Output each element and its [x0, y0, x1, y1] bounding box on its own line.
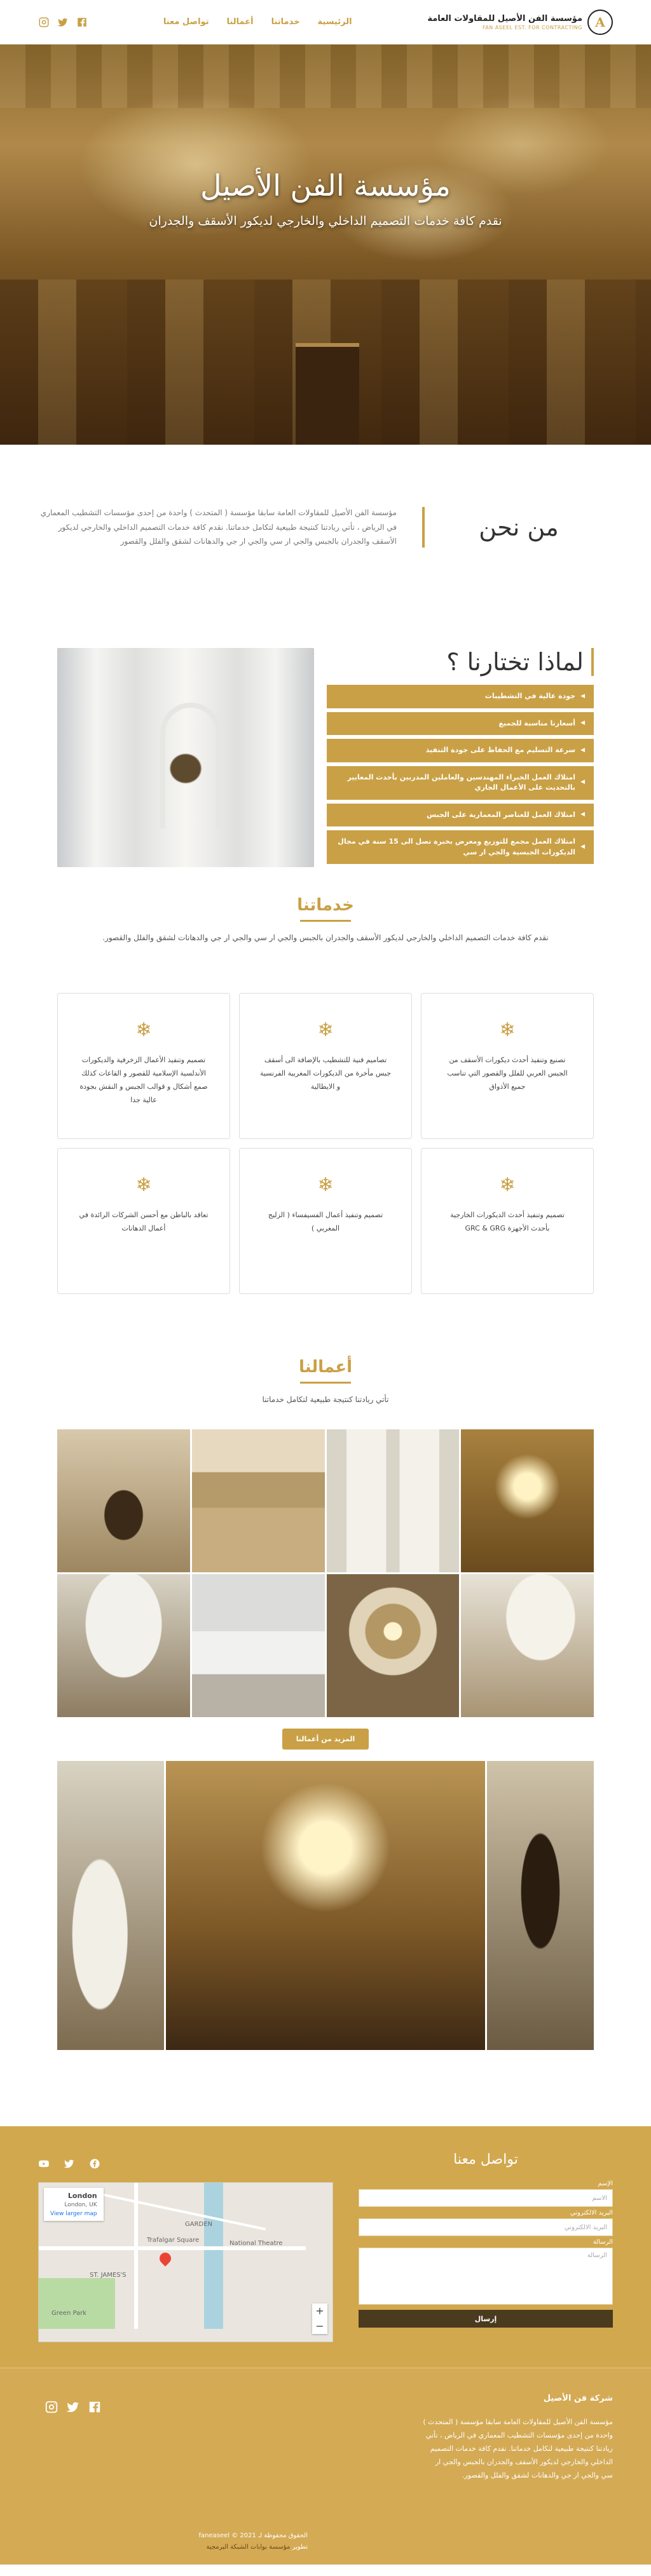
why-item: [327, 766, 594, 800]
snowflake-icon: ❄: [135, 1019, 152, 1041]
about-title: من نحن: [422, 507, 613, 548]
map-place-card: [44, 2188, 104, 2221]
main-menu: [163, 17, 352, 27]
facebook-icon[interactable]: [88, 2400, 102, 2414]
footer-title: شركة فن الأصيل: [543, 2394, 613, 2403]
services-section: [0, 877, 651, 1332]
map-place-name: London: [67, 2192, 97, 2200]
menu-works[interactable]: أعمالنا: [226, 17, 254, 27]
twitter-icon[interactable]: [64, 2158, 75, 2169]
send-button[interactable]: إرسال: [359, 2310, 613, 2328]
gallery-image[interactable]: [327, 1429, 460, 1572]
services-title: خدماتنا: [297, 896, 354, 915]
why-us-section: [0, 610, 651, 877]
service-card: [239, 1148, 412, 1294]
google-map[interactable]: [38, 2182, 333, 2342]
why-us-list: [327, 648, 594, 868]
youtube-icon[interactable]: [38, 2158, 50, 2169]
facebook-icon[interactable]: [89, 2158, 100, 2169]
twitter-icon[interactable]: [66, 2400, 80, 2414]
copyright-text: الحقوق محفوظة لـ 2021 © faneaseel: [198, 2532, 308, 2539]
zoom-in-button[interactable]: +: [315, 2305, 324, 2317]
menu-services[interactable]: خدماتنا: [271, 17, 300, 27]
name-label: الإسم: [598, 2180, 613, 2187]
zoom-out-button[interactable]: −: [315, 2320, 324, 2332]
map-label: Trafalgar Square: [147, 2237, 200, 2244]
service-card: [57, 1148, 230, 1294]
map-larger-link[interactable]: View larger map: [50, 2211, 97, 2217]
map-road: [134, 2183, 138, 2329]
gallery-image[interactable]: [461, 1574, 594, 1717]
brand-text: [427, 14, 582, 30]
service-card: [239, 993, 412, 1139]
contact-form: [359, 2152, 613, 2342]
about-text: مؤسسة الفن الأصيل للمقاولات العامة سابقا مؤسسة ( المتحدث ) واحدة من إحدى مؤسسات التشطيب المعماري في الرياض ، تأتي ريادتنا كنتيجة طبيعية لتكامل خدماتنا. نقدم كافة خدمات التصميم الداخلي والخارجي لديكور الأسقف والجدران بالجبس والجي ار سي والجي ار جي والدهانات لشقق والفلل والقصور: [40, 508, 397, 546]
map-label: National Theatre: [230, 2240, 283, 2247]
why-item-label: امتلاك العمل مجمع للتوزيع ومعرض بخبرة تصل الى 15 سنة في مجال الديكورات الجبسية والجي ار سي: [338, 837, 576, 856]
top-navbar: [0, 0, 651, 44]
why-item: [327, 712, 594, 736]
email-label: البريد الالكتروني: [570, 2209, 613, 2216]
map-label: GARDEN: [185, 2221, 213, 2228]
contact-section: [0, 2126, 651, 2368]
chevron-left-icon: ◀: [580, 843, 585, 850]
title-underline: [300, 1382, 351, 1384]
services-subtitle: نقدم كافة خدمات التصميم الداخلي والخارجي لديكور الأسقف والجدران بالجبس والجي ار سي والجي ار جي والدهانات لشقق والفلل والقصور.: [102, 933, 549, 942]
design-credit-link[interactable]: مؤسسة بوابات الشبكة البرمجية: [206, 2544, 291, 2551]
snowflake-icon: ❄: [499, 1019, 516, 1041]
brand-name-ar: مؤسسة الفن الأصيل للمقاولات العامة: [427, 13, 582, 24]
chevron-left-icon: ◀: [580, 692, 585, 699]
slider-image[interactable]: [166, 1761, 485, 2050]
gallery-image[interactable]: [192, 1574, 325, 1717]
map-label: Green Park: [51, 2310, 87, 2317]
gallery-image[interactable]: [57, 1574, 190, 1717]
snowflake-icon: ❄: [499, 1174, 516, 1196]
service-card: [57, 993, 230, 1139]
brand[interactable]: [427, 10, 613, 35]
hero-door-decor: [296, 343, 359, 445]
works-gallery: [57, 1429, 594, 1717]
snowflake-icon: ❄: [317, 1174, 334, 1196]
chevron-left-icon: ◀: [580, 779, 585, 786]
gallery-image[interactable]: [57, 1429, 190, 1572]
twitter-icon[interactable]: [57, 17, 69, 28]
chevron-left-icon: ◀: [580, 811, 585, 818]
brand-name-en: FAN ASEEL EST. FOR CONTRACTING: [482, 24, 582, 30]
why-item: [327, 685, 594, 708]
about-section: [0, 445, 651, 610]
chevron-left-icon: ◀: [580, 720, 585, 726]
message-textarea[interactable]: الرسالة: [359, 2248, 613, 2305]
nav-socials: [38, 17, 88, 28]
why-us-image: [57, 648, 314, 867]
more-works-button[interactable]: المزيد من أعمالنا: [282, 1729, 369, 1750]
name-input[interactable]: الاسم: [359, 2189, 613, 2207]
copyright: [198, 2530, 308, 2553]
design-prefix: تطوير: [292, 2544, 308, 2551]
why-item: [327, 804, 594, 827]
service-card: [421, 1148, 594, 1294]
why-item-label: امتلاك العمل الخبراء المهندسين والعاملين المدربين بأحدث المعايير بالتحديث على الأعمال الجاري: [347, 772, 576, 792]
instagram-icon[interactable]: [38, 17, 50, 28]
menu-home[interactable]: الرئيسية: [317, 17, 352, 27]
works-section: [0, 1332, 651, 2126]
service-text: تصميم وتنفيذ أحدث الديكورات الخارجية بأحدث الأجهزة GRC & GRG: [450, 1211, 565, 1232]
why-item: [327, 739, 594, 762]
map-river: [204, 2183, 223, 2329]
service-card: [421, 993, 594, 1139]
hero-text: [0, 168, 651, 228]
footer-row: [38, 2394, 613, 2482]
gallery-image[interactable]: [327, 1574, 460, 1717]
menu-contact[interactable]: تواصل معنا: [163, 17, 209, 27]
snowflake-icon: ❄: [135, 1174, 152, 1196]
map-column: [38, 2152, 333, 2342]
map-road: [79, 2188, 266, 2230]
services-grid: [57, 993, 594, 1294]
why-item-label: أسعارنا مناسبة للجميع: [498, 718, 576, 727]
why-item: [327, 830, 594, 864]
design-credit-line: [198, 2542, 308, 2553]
hero-title: مؤسسة الفن الأصيل: [200, 168, 451, 203]
service-text: تصميم وتنفيذ الأعمال الزخرفية والديكورات الأندلسية الإسلامية للقصور و القاعات كذلك صمع أشكال و قوالب الجبس و النقش بجودة عالية جدا: [79, 1056, 208, 1104]
hero-subtitle: نقدم كافة خدمات التصميم الداخلي والخارجي لديكور الأسقف والجدران: [149, 214, 502, 228]
works-slider: [57, 1761, 594, 2050]
slider-image[interactable]: [487, 1761, 594, 2050]
why-item-label: سرعة التسليم مع الحفاظ على جودة التنفيذ: [425, 746, 576, 754]
service-text: تصنيع وتنفيذ أحدث ديكورات الأسقف من الجبس العربي للفلل والقصور التي تناسب جميع الأذواق: [447, 1056, 568, 1091]
facebook-icon[interactable]: [76, 17, 88, 28]
map-place-sub: London, UK: [64, 2202, 97, 2208]
gallery-image[interactable]: [192, 1429, 325, 1572]
map-park: [39, 2278, 115, 2329]
contact-socials: [38, 2152, 333, 2182]
map-label: ST. JAMES'S: [90, 2272, 127, 2279]
footer-text: مؤسسة الفن الأصيل للمقاولات العامة سابقا مؤسسة ( المتحدث ) واحدة من إحدى مؤسسات التشطيب المعماري في الرياض ، تأتي ريادتنا كنتيجة طبيعية لتكامل خدماتنا. نقدم كافة خدمات التصميم الداخلي والخارجي لديكور الأسقف والجدران بالجبس والجي ار سي والجي ار جي والدهانات لشقق والفلل والقصور.: [423, 2418, 613, 2479]
slider-image[interactable]: [57, 1761, 164, 2050]
hero-banner: [0, 44, 651, 445]
title-underline: [300, 920, 351, 922]
service-text: تصميم وتنفيذ أعمال الفسيفساء ( الزليج المغربي ): [268, 1211, 383, 1232]
brand-logo: A: [587, 10, 613, 35]
gallery-image[interactable]: [461, 1429, 594, 1572]
chevron-left-icon: ◀: [580, 746, 585, 753]
why-us-title: لماذا تختارنا ؟: [327, 648, 594, 676]
footer: [0, 2368, 651, 2565]
map-pin-icon: [157, 2250, 173, 2266]
works-subtitle: تأتي ريادتنا كنتيجة طبيعية لتكامل خدماتنا: [262, 1395, 389, 1404]
email-input[interactable]: البريد الالكتروني: [359, 2218, 613, 2236]
service-text: تعاقد بالباطن مع أحسن الشركات الرائدة في أعمال الدهانات: [79, 1211, 209, 1232]
instagram-icon[interactable]: [45, 2400, 58, 2414]
works-title: أعمالنا: [298, 1358, 352, 1377]
snowflake-icon: ❄: [317, 1019, 334, 1041]
why-item-label: امتلاك العمل للعناصر المعمارية على الجبس: [427, 810, 576, 819]
footer-socials: [38, 2394, 102, 2482]
why-item-label: جودة عالية في التشطيبات: [484, 692, 576, 700]
footer-about: [422, 2394, 613, 2482]
contact-title: تواصل معنا: [453, 2152, 518, 2168]
service-text: تصاميم فنية للتشطيب بالإضافة الى أسقف جبس مأخرة من الديكورات المغربية الفرنسية و الايطالية: [259, 1056, 392, 1091]
message-label: الرسالة: [593, 2239, 613, 2246]
map-zoom-controls: [312, 2303, 327, 2334]
